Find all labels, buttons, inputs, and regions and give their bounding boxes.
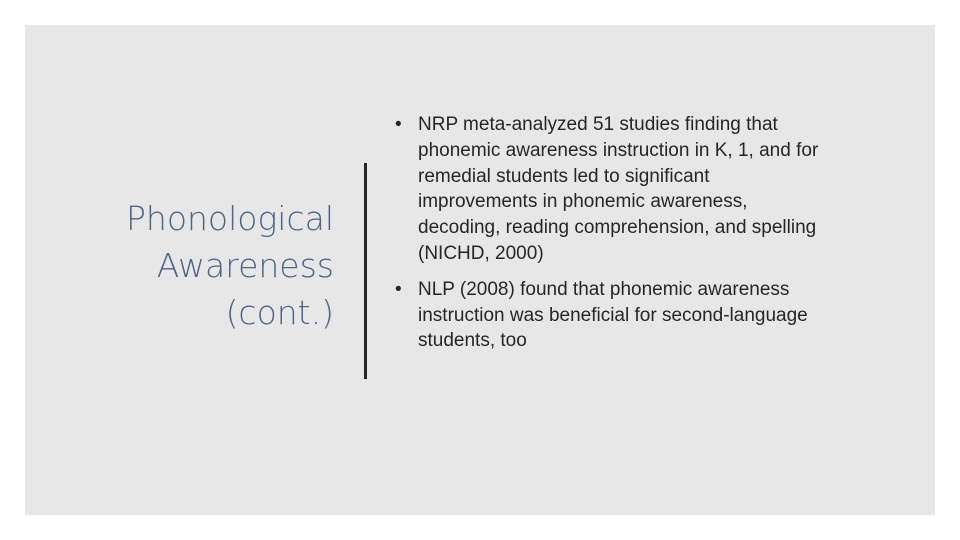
bullet-text-line: phonemic awareness instruction in K, 1, and for <box>418 139 819 161</box>
vertical-divider <box>364 163 367 379</box>
bullet-dot-icon: • <box>395 278 402 300</box>
bullet-text-line: students, too <box>418 330 527 352</box>
title-line: Awareness <box>156 246 334 285</box>
bullet-dot-icon: • <box>395 114 402 135</box>
bullet-text-line: remedial students led to significant <box>418 165 710 187</box>
bullet-text-line: NLP (2008) found that phonemic awareness <box>418 278 790 300</box>
slide-title <box>60 195 334 336</box>
bullet-text-line: decoding, reading comprehension, and spelling <box>418 217 817 239</box>
bullet-text-line: NRP meta-analyzed 51 studies finding that <box>418 114 778 135</box>
bullet-text-line: instruction was beneficial for second-language <box>418 304 808 326</box>
title-line: (cont.) <box>225 293 334 332</box>
bullet-list <box>395 112 905 364</box>
bullet-item <box>395 112 905 267</box>
bullet-text-line: (NICHD, 2000) <box>418 242 544 264</box>
bullet-text-line: improvements in phonemic awareness, <box>418 191 748 213</box>
title-line: Phonological <box>126 199 334 238</box>
bullet-item <box>395 277 905 354</box>
